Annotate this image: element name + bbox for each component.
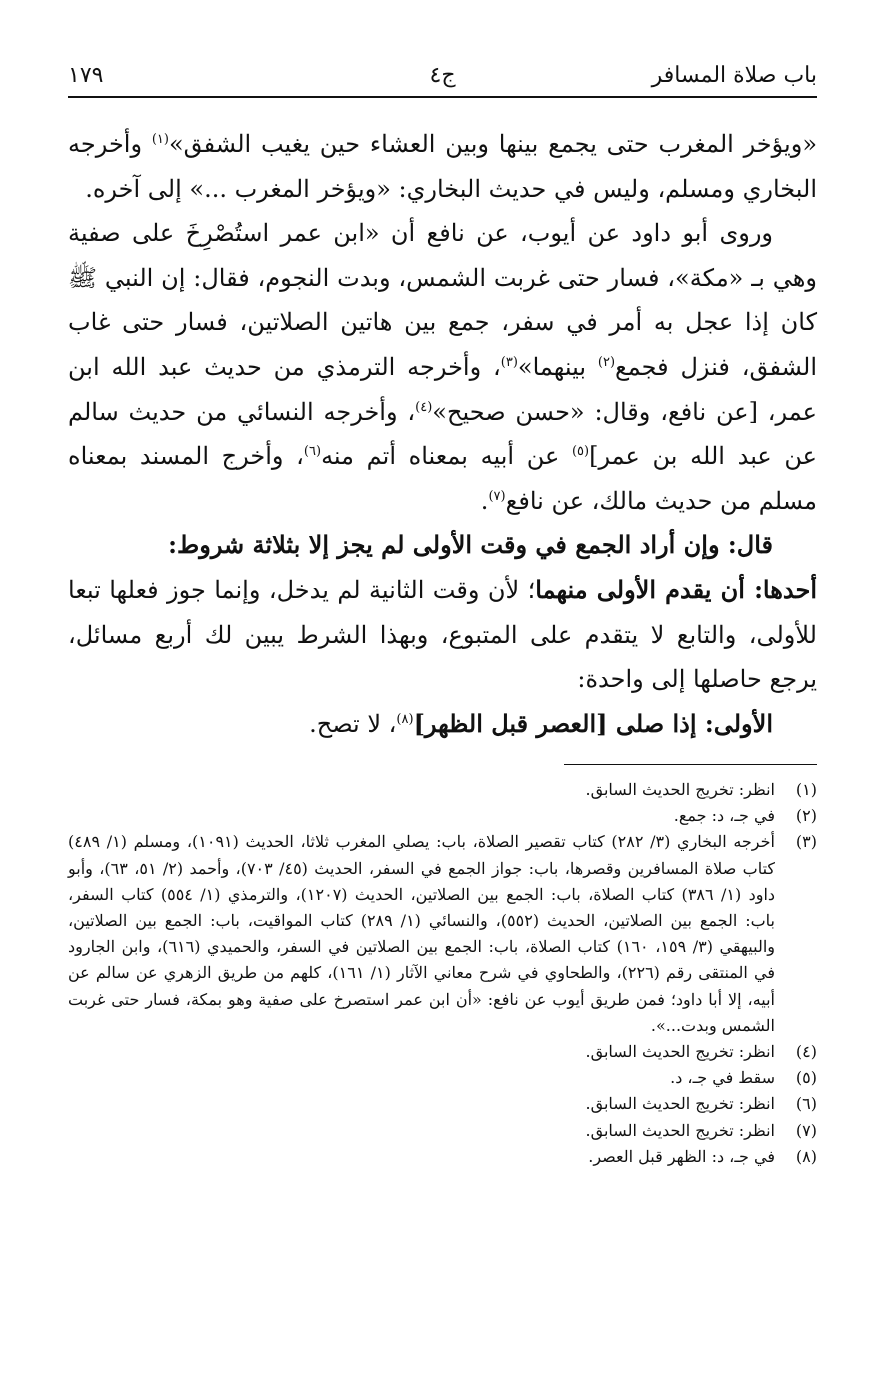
footnote-ref-4[interactable]: (٤)	[415, 399, 433, 415]
footnote-divider	[564, 764, 817, 765]
footnote-ref-8[interactable]: (٨)	[396, 711, 414, 727]
footnote-text: انظر: تخريج الحديث السابق.	[585, 1094, 775, 1114]
page-header	[68, 58, 817, 94]
page-number: ١٧٩	[68, 63, 104, 88]
footnote-number: (٥)	[795, 1068, 817, 1088]
footnote-item	[68, 777, 817, 803]
condition-title: أحدها: أن يقدم الأولى منهما	[535, 574, 817, 604]
footnote-text: أخرجه البخاري (٣/ ٢٨٢) كتاب تقصير الصلاة، باب: يصلي المغرب ثلاثا، الحديث (١٠٩١)، ومسلم (١/ ٤٨٩) كتاب صلاة المسافرين وقصرها، باب: جواز الجمع في السفر، الحديث (٤٥/ ٧٠٣)، وأحمد (٢/ ٥١، ٦٣)، وأبو داود (١/ ٣٨٦) كتاب الصلاة، باب: الجمع بين الصلاتين، الحديث (١٢٠٧)، والترمذي (١/ ٥٥٤) كتاب السفر، باب: الجمع بين الصلاتين، الحديث (٥٥٢)، والنسائي (١/ ٢٨٩) كتاب المواقيت، باب: الجمع بين الصلاتين، والبيهقي (٣/ ١٥٩، ١٦٠) كتاب الصلاة، باب: الجمع بين الصلاتين في السفر، والحميدي (٦١٦)، وابن الجارود في المنتقى رقم (٢٢٦)، والطحاوي في شرح معاني الآثار (١/ ١٦١)، كلهم من طريق الزهري عن سالم عن أبيه، إلا أبا داود؛ فمن طريق أيوب عن نافع: «أن ابن عمر استصرخ على صفية وهو بمكة، فسار حتى غربت الشمس وبدت...».	[68, 832, 776, 1035]
paragraph-4-rest: ؛ لأن وقت الثانية لم يدخل، وإنما جوز فعلها تبعا للأولى، والتابع لا يتقدم على المتبوع، وبهذا الشرط يبين لك أربع مسائل، يرجع حاصلها إلى واحدة:	[68, 575, 817, 694]
footnote-number: (٧)	[795, 1120, 817, 1140]
footnote-item	[68, 1144, 817, 1170]
footnotes	[68, 777, 817, 1170]
footnote-ref-3[interactable]: (٣)	[500, 354, 518, 370]
footnote-item	[68, 1039, 817, 1065]
footnote-number: (٢)	[795, 806, 817, 826]
issue-title: الأولى: إذا صلى [العصر قبل الظهر]	[413, 708, 773, 738]
paragraph-2-text-e: عن أبيه بمعناه أتم منه	[321, 442, 572, 471]
footnote-text: انظر: تخريج الحديث السابق.	[585, 1120, 775, 1140]
footnote-text: في جـ، د: جمع.	[673, 806, 775, 826]
paragraph-2-text-a: وروى أبو داود عن أيوب، عن نافع أن «ابن عمر استُصْرِخَ على صفية وهي بـ «مكة»، فسار حتى غربت الشمس، وبدت النجوم، فقال: إن النبي ﷺ كان إذا عجل به أمر في سفر، جمع بين هاتين الصلاتين، فسار حتى غاب الشفق، فنزل فجمع	[68, 219, 818, 381]
footnote-text: انظر: تخريج الحديث السابق.	[585, 780, 775, 799]
footnote-ref-6[interactable]: (٦)	[303, 444, 322, 460]
header-divider	[68, 96, 817, 98]
paragraph-5	[68, 702, 817, 747]
footnote-text: انظر: تخريج الحديث السابق.	[585, 1042, 775, 1062]
footnote-ref-7[interactable]: (٧)	[488, 488, 506, 504]
quote-text: «ويؤخر المغرب حتى يجمع بينها وبين العشاء حين يغيب الشفق»	[168, 130, 817, 158]
footnote-number: (٣)	[795, 832, 817, 852]
footnote-item	[68, 1065, 817, 1091]
footnote-text: في جـ، د: الظهر قبل العصر.	[588, 1146, 775, 1166]
footnote-ref-5[interactable]: (٥)	[571, 444, 590, 460]
paragraph-2	[68, 211, 817, 523]
paragraph-2-text-c: ، وأخرجه الترمذي من حديث عبد الله ابن عمر، [عن نافع، وقال: «حسن صحيح»	[68, 352, 817, 426]
chapter-title: باب صلاة المسافر	[651, 63, 817, 88]
paragraph-2-text-f: ، وأخرج المسند بمعناه مسلم من حديث مالك، عن نافع	[68, 442, 817, 515]
paragraph-4	[68, 568, 817, 702]
footnote-text: سقط في جـ، د.	[670, 1068, 775, 1088]
footnote-number: (٦)	[795, 1094, 817, 1114]
footnote-item	[68, 1091, 817, 1117]
paragraph-1	[68, 122, 817, 211]
footnote-item	[68, 803, 817, 829]
paragraph-2-text-b: بينهما»	[517, 352, 598, 381]
paragraph-2-text-d: ، وأخرجه النسائي من حديث سالم عن عبد الله بن عمر]	[68, 397, 817, 471]
paragraph-1-rest: وأخرجه البخاري ومسلم، وليس في حديث البخاري: «ويؤخر المغرب ...» إلى آخره.	[68, 130, 817, 203]
footnote-number: (٨)	[795, 1146, 817, 1166]
main-text	[68, 122, 817, 746]
footnote-number: (١)	[795, 780, 817, 799]
footnote-ref-1[interactable]: (١)	[151, 132, 169, 147]
footnote-number: (٤)	[795, 1042, 817, 1062]
paragraph-3-heading: قال: وإن أراد الجمع في وقت الأولى لم يجز إلا بثلاثة شروط:	[168, 530, 773, 560]
paragraph-2-text-g: .	[480, 486, 489, 515]
footnote-ref-2[interactable]: (٢)	[597, 354, 616, 370]
volume-label: ج٤	[429, 63, 456, 88]
paragraph-5-rest: ، لا تصح.	[309, 709, 397, 738]
footnote-item	[68, 829, 817, 1039]
footnote-item	[68, 1118, 817, 1144]
